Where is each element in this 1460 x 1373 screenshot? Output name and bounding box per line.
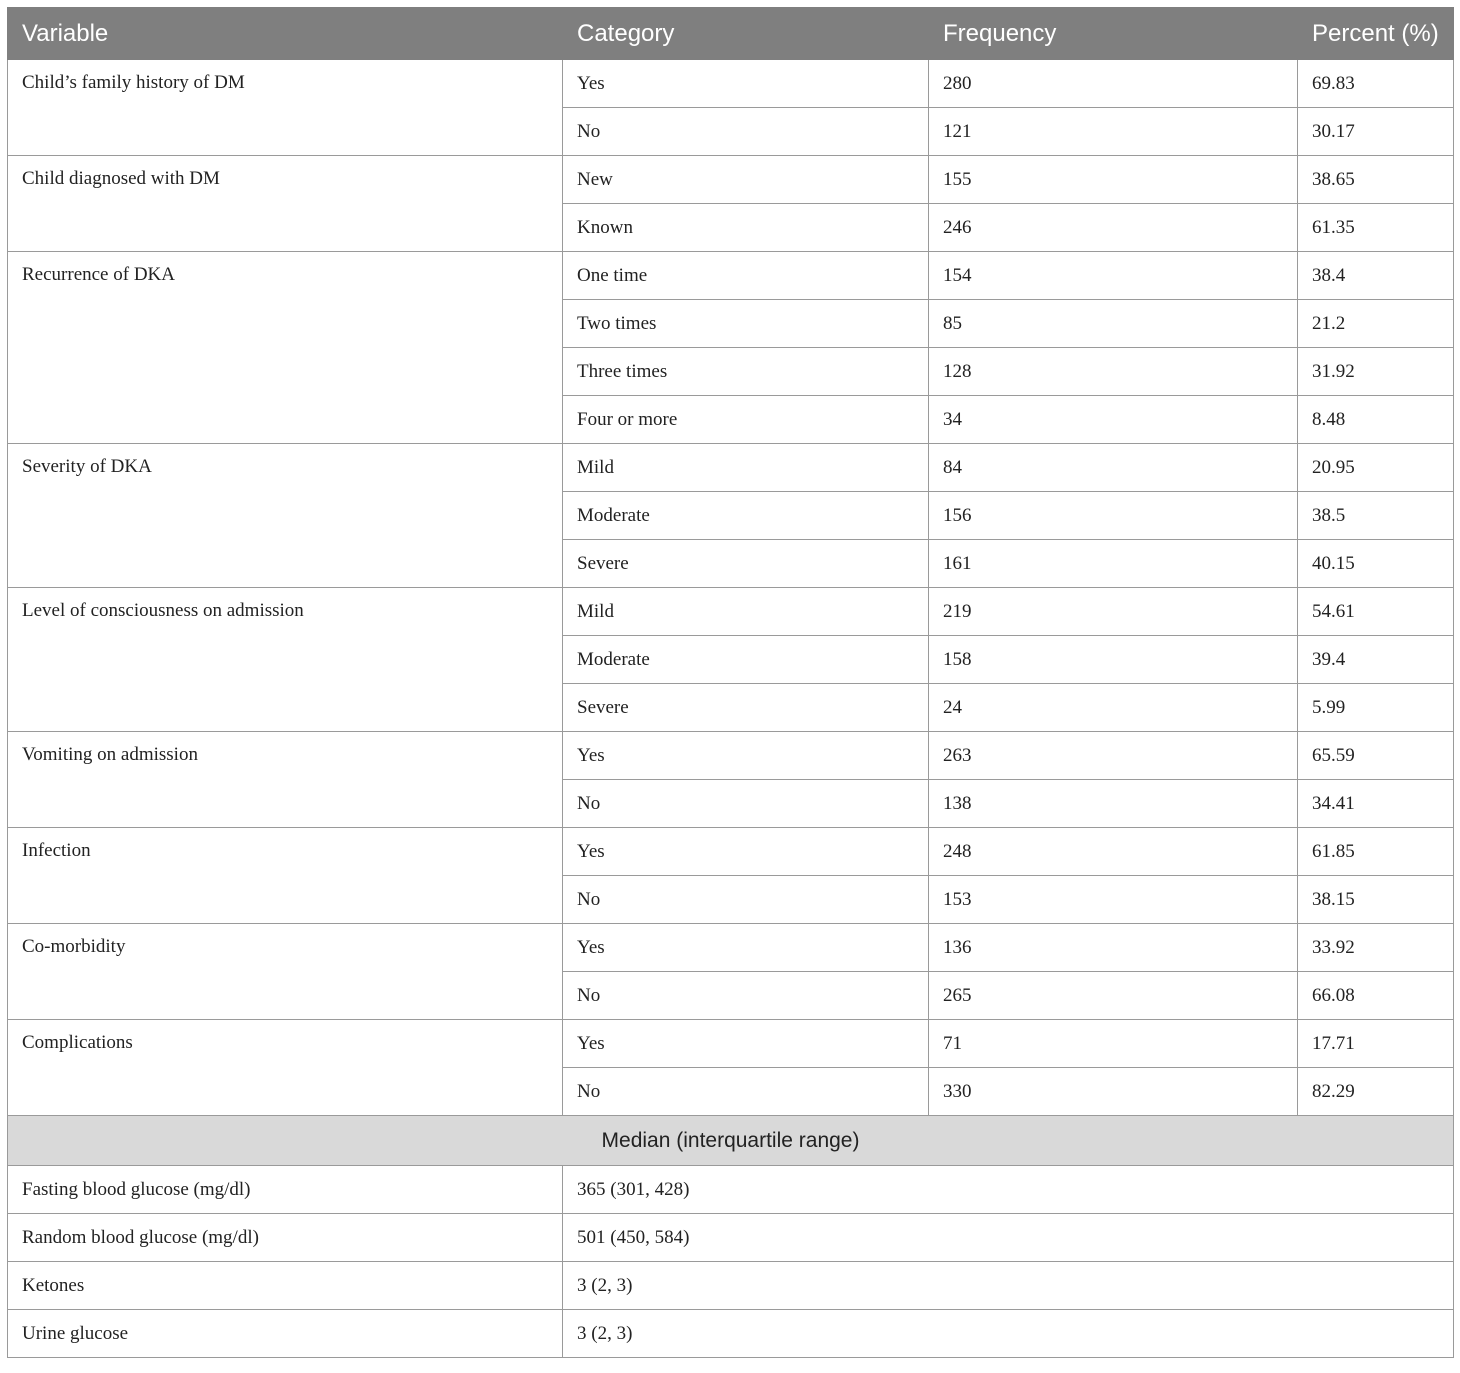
percent-cell: 40.15 [1298, 540, 1454, 588]
median-row [8, 1262, 1454, 1310]
category-cell: Three times [563, 348, 929, 396]
frequency-cell: 138 [929, 780, 1298, 828]
percent-cell: 69.83 [1298, 60, 1454, 108]
percent-cell: 38.65 [1298, 156, 1454, 204]
median-value-cell: 3 (2, 3) [563, 1310, 1454, 1358]
frequency-cell: 265 [929, 972, 1298, 1020]
frequency-cell: 155 [929, 156, 1298, 204]
category-cell: Yes [563, 828, 929, 876]
frequency-cell: 136 [929, 924, 1298, 972]
category-cell: Mild [563, 588, 929, 636]
category-cell: Four or more [563, 396, 929, 444]
frequency-cell: 153 [929, 876, 1298, 924]
header-percent: Percent (%) [1298, 8, 1454, 60]
table-row [8, 156, 1454, 204]
median-row [8, 1166, 1454, 1214]
category-cell: Mild [563, 444, 929, 492]
category-cell: Yes [563, 60, 929, 108]
category-cell: No [563, 876, 929, 924]
percent-cell: 38.15 [1298, 876, 1454, 924]
percent-cell: 34.41 [1298, 780, 1454, 828]
frequency-cell: 84 [929, 444, 1298, 492]
percent-cell: 38.4 [1298, 252, 1454, 300]
category-cell: Severe [563, 540, 929, 588]
median-variable-cell: Random blood glucose (mg/dl) [8, 1214, 563, 1262]
frequency-cell: 280 [929, 60, 1298, 108]
variable-cell: Child’s family history of DM [8, 60, 563, 156]
category-cell: New [563, 156, 929, 204]
header-variable: Variable [8, 8, 563, 60]
percent-cell: 38.5 [1298, 492, 1454, 540]
frequency-cell: 24 [929, 684, 1298, 732]
frequency-cell: 219 [929, 588, 1298, 636]
percent-cell: 31.92 [1298, 348, 1454, 396]
percent-cell: 65.59 [1298, 732, 1454, 780]
median-section-title: Median (interquartile range) [8, 1116, 1454, 1166]
frequency-cell: 330 [929, 1068, 1298, 1116]
variable-cell: Co-morbidity [8, 924, 563, 1020]
header-row [8, 8, 1454, 60]
median-variable-cell: Ketones [8, 1262, 563, 1310]
percent-cell: 61.35 [1298, 204, 1454, 252]
header-frequency: Frequency [929, 8, 1298, 60]
frequency-cell: 161 [929, 540, 1298, 588]
category-cell: Two times [563, 300, 929, 348]
frequency-cell: 121 [929, 108, 1298, 156]
table-body [8, 60, 1454, 1358]
frequency-cell: 71 [929, 1020, 1298, 1068]
percent-cell: 61.85 [1298, 828, 1454, 876]
percent-cell: 82.29 [1298, 1068, 1454, 1116]
category-cell: No [563, 1068, 929, 1116]
table-row [8, 252, 1454, 300]
median-row [8, 1310, 1454, 1358]
percent-cell: 33.92 [1298, 924, 1454, 972]
variable-cell: Child diagnosed with DM [8, 156, 563, 252]
category-cell: Moderate [563, 636, 929, 684]
variable-cell: Vomiting on admission [8, 732, 563, 828]
table-row [8, 444, 1454, 492]
category-cell: One time [563, 252, 929, 300]
table-row [8, 924, 1454, 972]
category-cell: Yes [563, 732, 929, 780]
frequency-cell: 156 [929, 492, 1298, 540]
percent-cell: 8.48 [1298, 396, 1454, 444]
percent-cell: 39.4 [1298, 636, 1454, 684]
variable-cell: Infection [8, 828, 563, 924]
variable-cell: Severity of DKA [8, 444, 563, 588]
variable-cell: Complications [8, 1020, 563, 1116]
frequency-cell: 246 [929, 204, 1298, 252]
table-row [8, 588, 1454, 636]
category-cell: No [563, 108, 929, 156]
frequency-cell: 34 [929, 396, 1298, 444]
table-header [8, 8, 1454, 60]
table-row [8, 828, 1454, 876]
median-section-header-row [8, 1116, 1454, 1166]
percent-cell: 66.08 [1298, 972, 1454, 1020]
category-cell: No [563, 780, 929, 828]
median-value-cell: 3 (2, 3) [563, 1262, 1454, 1310]
table-row [8, 60, 1454, 108]
percent-cell: 54.61 [1298, 588, 1454, 636]
category-cell: Severe [563, 684, 929, 732]
percent-cell: 5.99 [1298, 684, 1454, 732]
median-value-cell: 501 (450, 584) [563, 1214, 1454, 1262]
median-variable-cell: Fasting blood glucose (mg/dl) [8, 1166, 563, 1214]
frequency-cell: 85 [929, 300, 1298, 348]
percent-cell: 21.2 [1298, 300, 1454, 348]
table-row [8, 1020, 1454, 1068]
percent-cell: 30.17 [1298, 108, 1454, 156]
frequency-cell: 263 [929, 732, 1298, 780]
header-category: Category [563, 8, 929, 60]
data-table [7, 7, 1454, 1358]
variable-cell: Recurrence of DKA [8, 252, 563, 444]
category-cell: Yes [563, 924, 929, 972]
variable-cell: Level of consciousness on admission [8, 588, 563, 732]
frequency-cell: 158 [929, 636, 1298, 684]
frequency-cell: 154 [929, 252, 1298, 300]
category-cell: No [563, 972, 929, 1020]
category-cell: Moderate [563, 492, 929, 540]
category-cell: Known [563, 204, 929, 252]
category-cell: Yes [563, 1020, 929, 1068]
median-row [8, 1214, 1454, 1262]
median-variable-cell: Urine glucose [8, 1310, 563, 1358]
frequency-cell: 248 [929, 828, 1298, 876]
percent-cell: 17.71 [1298, 1020, 1454, 1068]
percent-cell: 20.95 [1298, 444, 1454, 492]
table-row [8, 732, 1454, 780]
frequency-cell: 128 [929, 348, 1298, 396]
median-value-cell: 365 (301, 428) [563, 1166, 1454, 1214]
